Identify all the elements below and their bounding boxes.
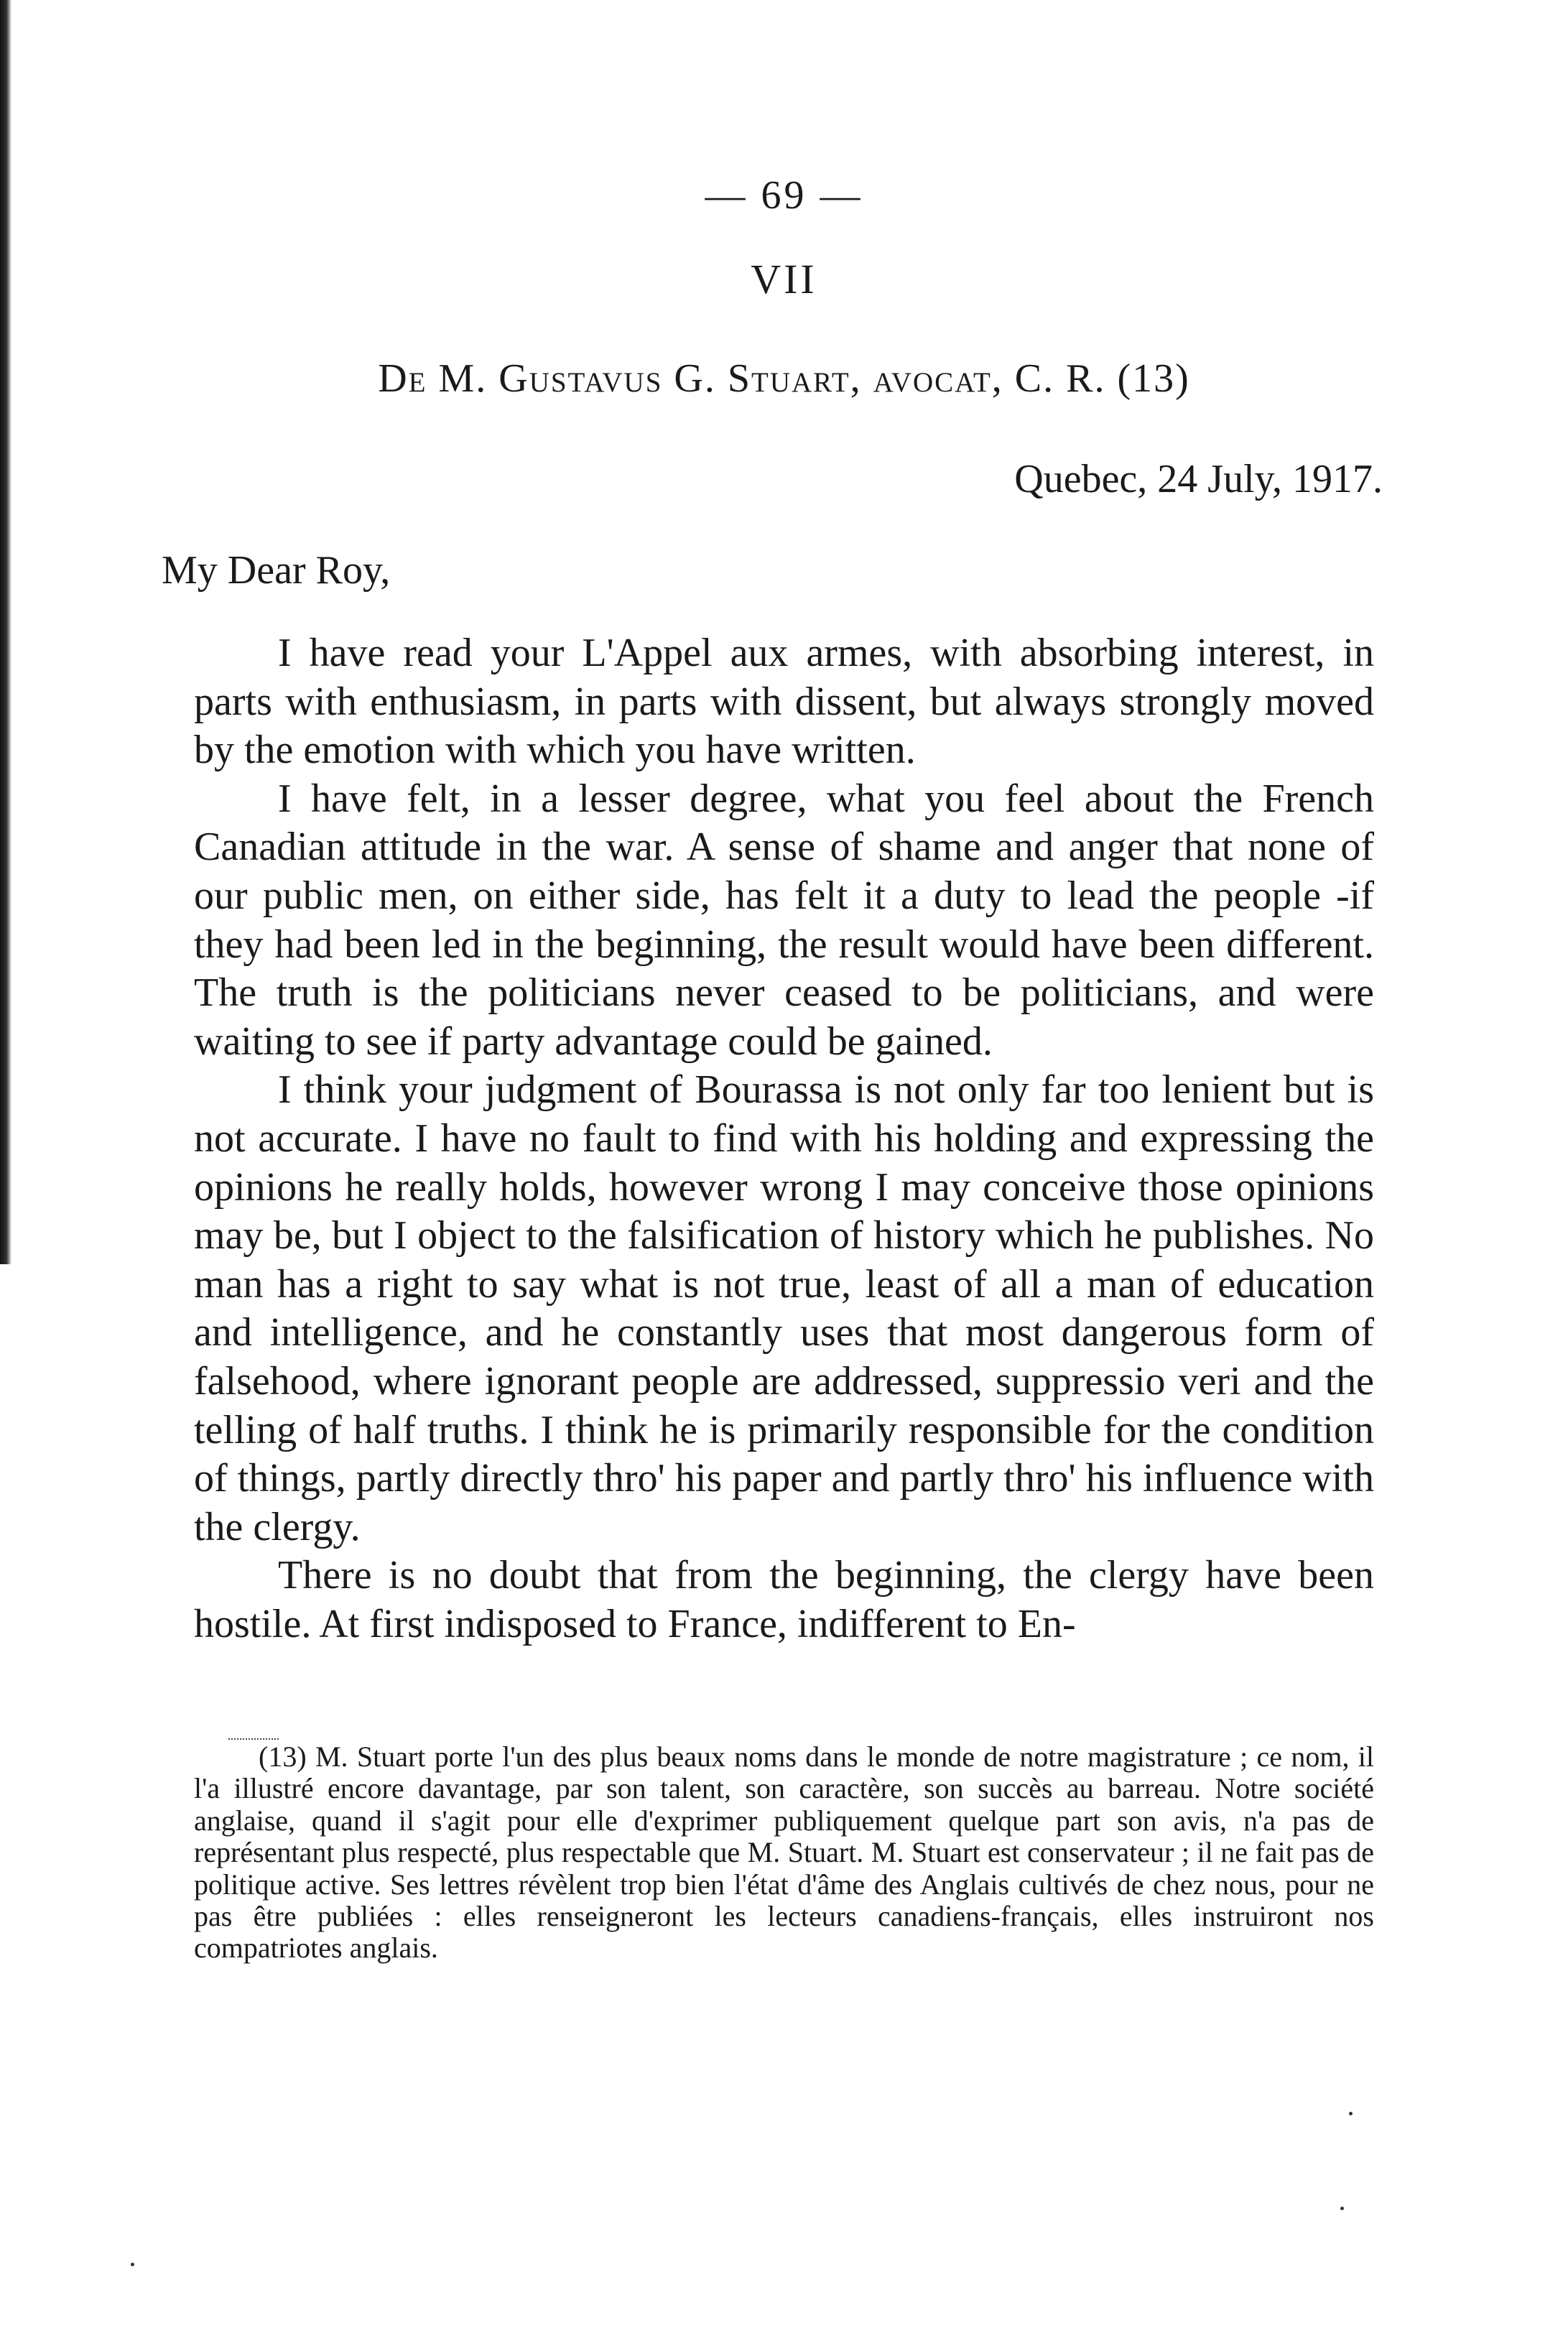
print-speck [1349,2112,1353,2115]
paragraph-2: I have felt, in a lesser degree, what you feel about the French Canadian attitude in the war. A sense of shame and anger that none of our public men, on either side, has felt it a duty to lead the people -if they had been led in the beginning, the result would have been different. The truth is the politicians never ceased to be politicians, and were waiting to see if party advantage could be gained. [194,776,1374,1064]
paragraph-3: I think your judgment of Bourassa is not only far too lenient but is not accurate. I have no fault to find with his holding and expressing the opinions he really holds, however wrong I may conceive those opinions may be, but I object to the falsification of history which he publishes. No man has a right to say what is not true, least of all a man of education and intelligence, and he constantly uses that most dangerous form of falsehood, where ignorant people are addressed, suppressio veri and the telling of half truths. I think he is primarily responsible for the condition of things, partly directly thro' his paper and partly thro' his influence with the clergy. [194,1067,1374,1549]
page-number: — 69 — [705,173,863,218]
letter-heading: De M. Gustavus G. Stuart, avocat, C. R. (13) [378,356,1190,401]
footnote-13: (13) M. Stuart porte l'un des plus beaux noms dans le monde de notre magistrature ; ce nom, il l'a illustré encore davantage, par son talent, son caractère, son succès au barreau. Notre société anglaise, quand il s'agit pour elle d'exprimer publiquement quelque part son avis, n'a pas de représentant plus respecté, plus respectable que M. Stuart. M. Stuart est conservateur ; il ne fait pas de politique active. Ses lettres révèlent trop bien l'état d'âme des Anglais cultivés de chez nous, pour ne pas être publiées : elles renseigneront les lecteurs canadiens-français, elles instruiront nos compatriotes anglais. [194,1740,1374,1965]
chapter-numeral: VII [751,256,817,302]
paragraph-1: I have read your L'Appel aux armes, with absorbing interest, in parts with enthusiasm, in parts with dissent, but always strongly moved by the emotion with which you have written. [194,631,1374,773]
letter-body [194,629,1374,1649]
footnote-divider [228,1738,279,1740]
print-speck [1340,2207,1344,2210]
letter-salutation: My Dear Roy, [162,548,391,593]
print-speck [131,2263,134,2266]
paragraph-4: There is no doubt that from the beginning, the clergy have been hostile. At first indisposed to France, indifferent to En- [194,1553,1374,1646]
letter-dateline: Quebec, 24 July, 1917. [1014,457,1383,501]
